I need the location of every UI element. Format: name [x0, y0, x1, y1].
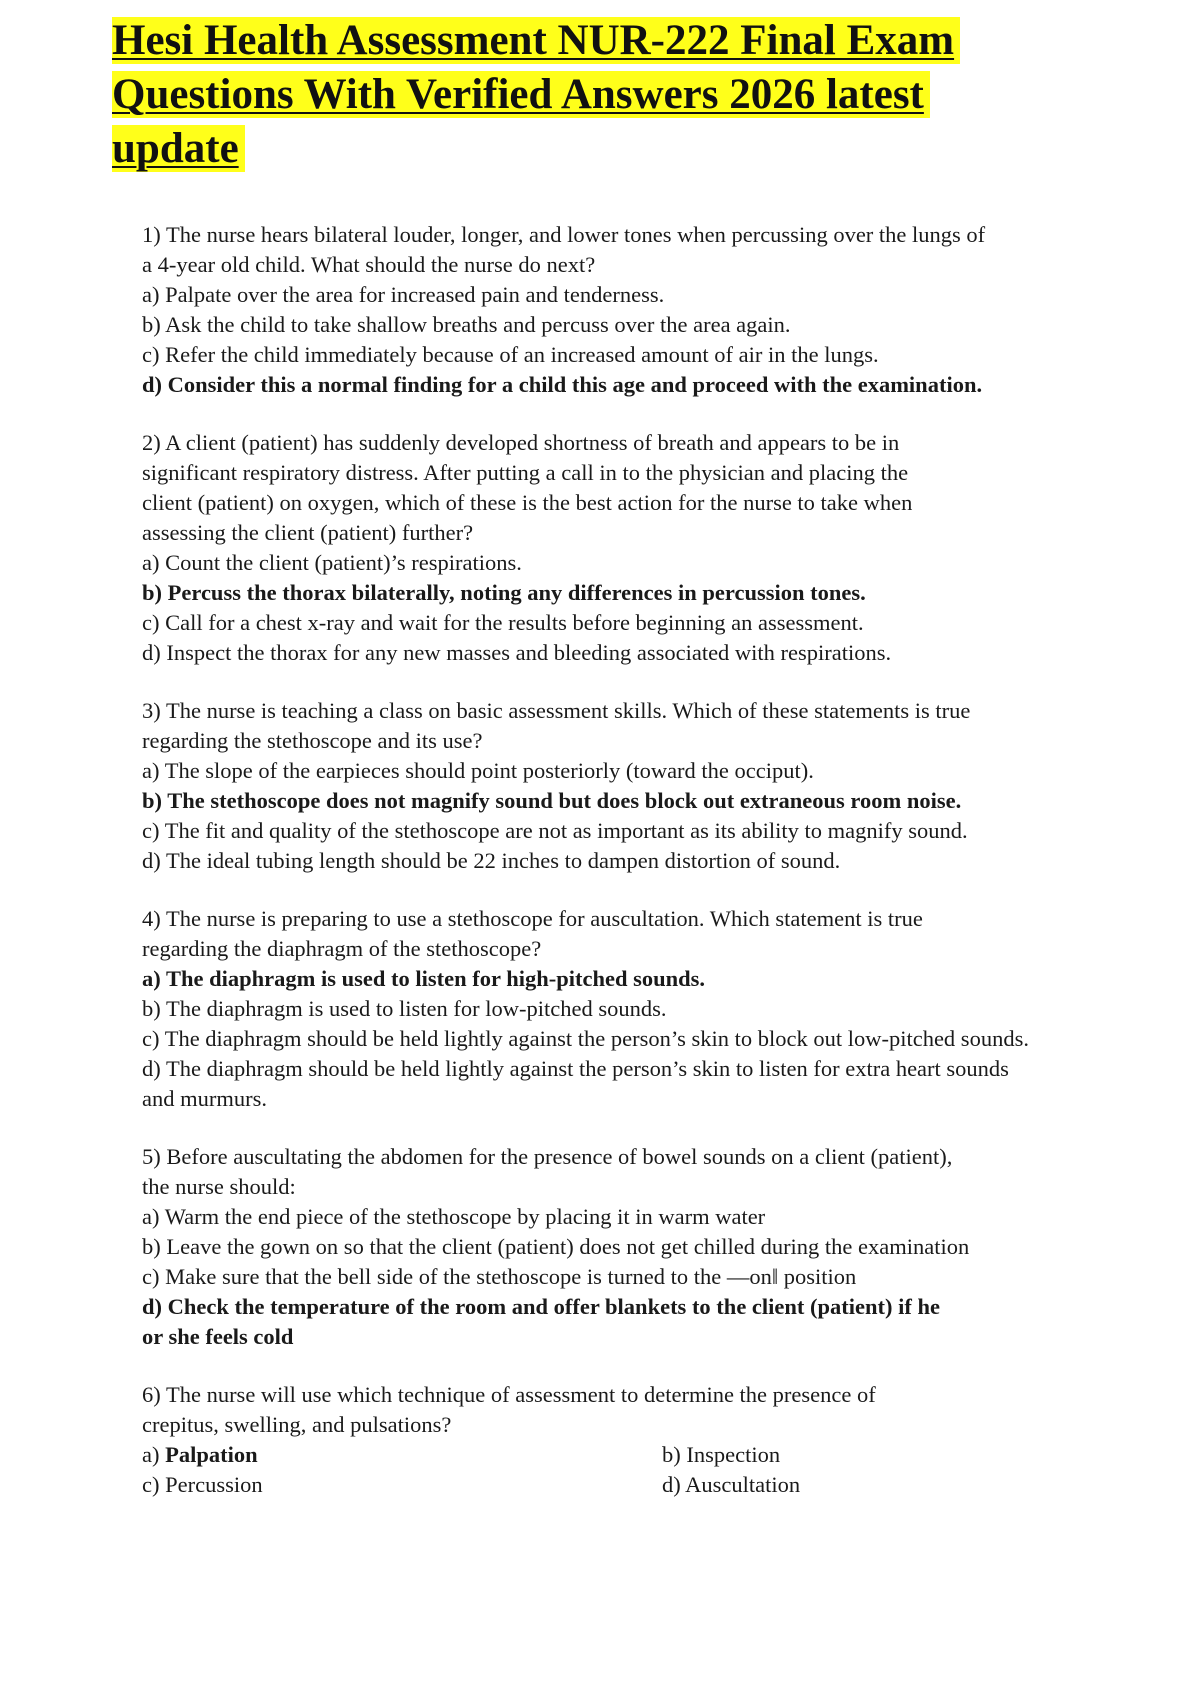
option-c: c) Refer the child immediately because of an increased amount of air in the lungs.	[142, 342, 879, 367]
option-d	[662, 1470, 962, 1500]
stem-line: a 4-year old child. What should the nurse do next?	[142, 252, 596, 277]
option-c	[142, 1470, 662, 1500]
option-b: b) Ask the child to take shallow breaths and percuss over the area again.	[142, 312, 791, 337]
option-grid	[142, 1440, 1042, 1500]
stem-line: 3) The nurse is teaching a class on basic assessment skills. Which of these statements is true	[142, 698, 971, 723]
question-stem	[142, 220, 1042, 280]
option-c: c) The diaphragm should be held lightly against the person’s skin to block out low-pitched sounds.	[142, 1026, 1029, 1051]
stem-line: significant respiratory distress. After putting a call in to the physician and placing the	[142, 460, 909, 485]
option-b: b) The diaphragm is used to listen for low-pitched sounds.	[142, 996, 667, 1021]
question-5	[142, 1142, 1042, 1352]
stem-line: assessing the client (patient) further?	[142, 520, 474, 545]
option-b-correct: b) The stethoscope does not magnify sound but does block out extraneous room noise.	[142, 788, 962, 813]
option-b	[662, 1440, 962, 1470]
question-list	[142, 220, 1042, 1528]
option-d-correct: d) Check the temperature of the room and offer blankets to the client (patient) if he or she feels cold	[142, 1294, 941, 1349]
option-d: d) The ideal tubing length should be 22 inches to dampen distortion of sound.	[142, 848, 841, 873]
option-c: c) Call for a chest x-ray and wait for the results before beginning an assessment.	[142, 610, 864, 635]
stem-line: regarding the diaphragm of the stethoscope?	[142, 936, 542, 961]
option-a-correct	[142, 1440, 662, 1470]
stem-line: 4) The nurse is preparing to use a stethoscope for auscultation. Which statement is true	[142, 906, 923, 931]
question-stem	[142, 904, 1042, 964]
option-text: Inspection	[686, 1442, 781, 1467]
option-letter: a)	[142, 1442, 160, 1467]
option-c: c) The fit and quality of the stethoscope are not as important as its ability to magnify sound.	[142, 818, 968, 843]
question-2	[142, 428, 1042, 668]
stem-line: 5) Before auscultating the abdomen for the presence of bowel sounds on a client (patient),	[142, 1144, 953, 1169]
question-1	[142, 220, 1042, 400]
option-text: Auscultation	[685, 1472, 801, 1497]
stem-line: 6) The nurse will use which technique of assessment to determine the presence of	[142, 1382, 876, 1407]
option-b-correct: b) Percuss the thorax bilaterally, noting any differences in percussion tones.	[142, 580, 866, 605]
question-stem	[142, 1380, 1042, 1440]
question-stem	[142, 1142, 1042, 1202]
option-d: d) The diaphragm should be held lightly against the person’s skin to listen for extra heart sounds and murmurs.	[142, 1056, 1009, 1111]
title-line-1: Hesi Health Assessment NUR-222 Final Exam	[112, 17, 960, 64]
option-a: a) Warm the end piece of the stethoscope by placing it in warm water	[142, 1204, 766, 1229]
option-a: a) Count the client (patient)’s respirations.	[142, 550, 522, 575]
stem-line: client (patient) on oxygen, which of these is the best action for the nurse to take when	[142, 490, 913, 515]
stem-line: the nurse should:	[142, 1174, 296, 1199]
question-4	[142, 904, 1042, 1114]
stem-line: regarding the stethoscope and its use?	[142, 728, 483, 753]
question-6	[142, 1380, 1042, 1500]
option-letter: b)	[662, 1442, 681, 1467]
question-stem	[142, 696, 1042, 756]
title-line-2: Questions With Verified Answers 2026 latest	[112, 71, 930, 118]
option-letter: d)	[662, 1472, 681, 1497]
stem-line: crepitus, swelling, and pulsations?	[142, 1412, 452, 1437]
title-line-3: update	[112, 125, 245, 172]
question-3	[142, 696, 1042, 876]
document-title	[112, 14, 1012, 176]
stem-line: 1) The nurse hears bilateral louder, longer, and lower tones when percussing over the lungs of	[142, 222, 986, 247]
option-d-correct: d) Consider this a normal finding for a child this age and proceed with the examination.	[142, 372, 983, 397]
option-a: a) The slope of the earpieces should point posteriorly (toward the occiput).	[142, 758, 814, 783]
question-stem	[142, 428, 1042, 548]
option-text: Palpation	[165, 1442, 258, 1467]
option-d: d) Inspect the thorax for any new masses and bleeding associated with respirations.	[142, 640, 892, 665]
option-text: Percussion	[165, 1472, 263, 1497]
option-a-correct: a) The diaphragm is used to listen for high-pitched sounds.	[142, 966, 706, 991]
option-b: b) Leave the gown on so that the client (patient) does not get chilled during the examination	[142, 1234, 970, 1259]
option-c: c) Make sure that the bell side of the stethoscope is turned to the ―onǁ position	[142, 1264, 857, 1289]
option-a: a) Palpate over the area for increased pain and tenderness.	[142, 282, 665, 307]
option-letter: c)	[142, 1472, 160, 1497]
stem-line: 2) A client (patient) has suddenly developed shortness of breath and appears to be in	[142, 430, 900, 455]
